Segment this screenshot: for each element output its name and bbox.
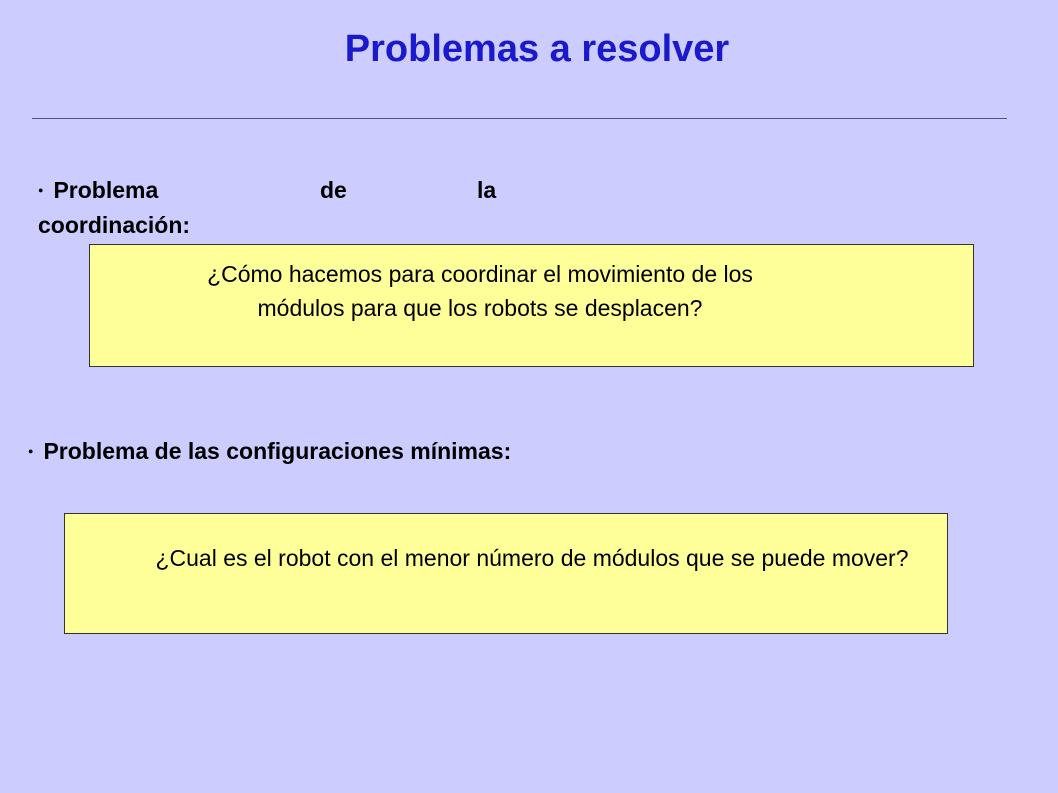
title-divider — [32, 118, 1007, 119]
heading-text: Problema de las configuraciones mínimas: — [43, 438, 512, 464]
bullet-minimal-configurations-heading — [28, 438, 511, 465]
bullet-icon: ● — [38, 184, 44, 195]
slide-title: Problemas a resolver — [344, 28, 730, 70]
question-text: ¿Cómo hacemos para coordinar el movimiento de los módulos para que los robots se desplacen? — [207, 261, 753, 321]
question-box-coordination — [89, 244, 974, 367]
question-text: ¿Cual es el robot con el menor número de módulos que se puede mover? — [155, 545, 909, 571]
heading-word: de — [320, 177, 347, 203]
heading-word: la — [477, 177, 497, 203]
bullet-icon: ● — [28, 445, 34, 456]
question-box-minimal-configurations — [64, 513, 948, 634]
bullet-coordination-heading-line2: coordinación: — [38, 212, 191, 238]
bullet-coordination-heading-line1 — [38, 177, 158, 204]
heading-word: Problema — [53, 177, 159, 203]
